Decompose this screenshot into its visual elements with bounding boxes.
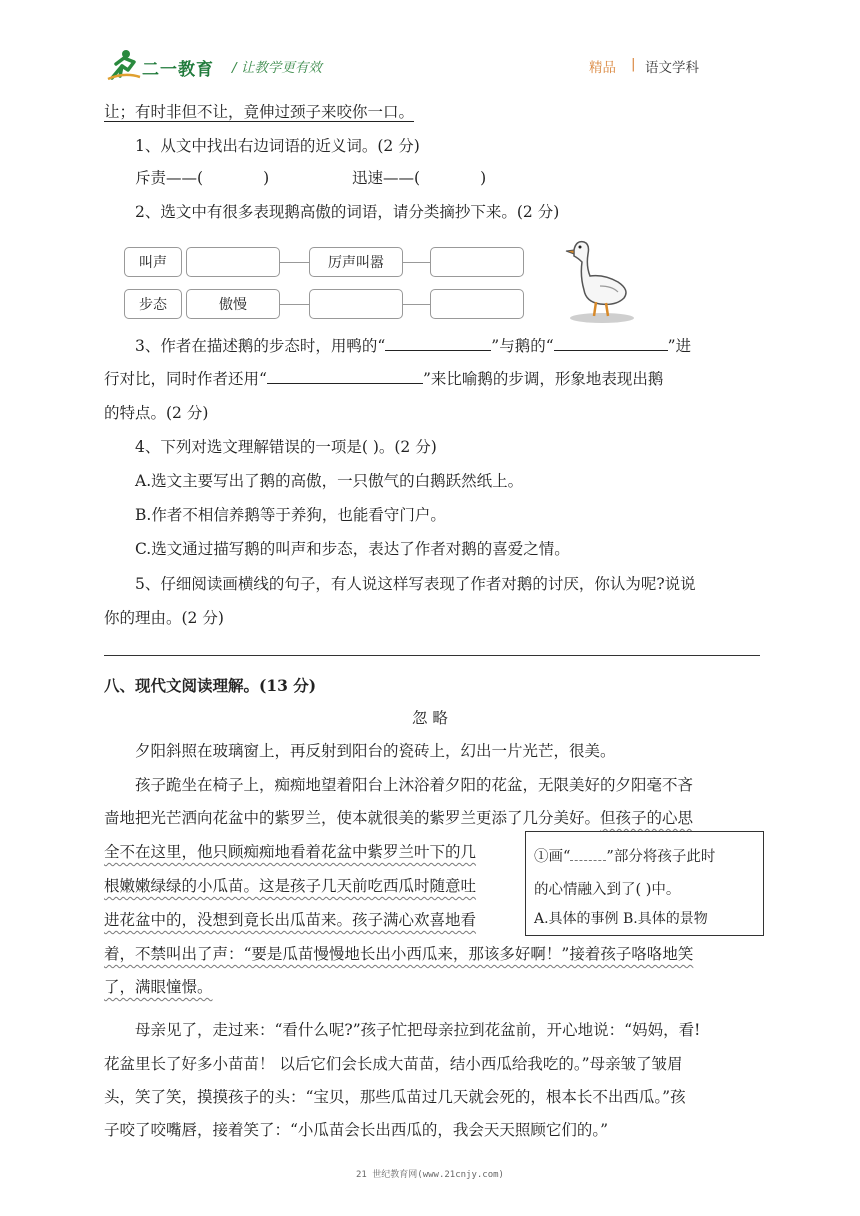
paragraph-3-line-2: 花盆里长了好多小苗苗！ 以后它们会长成大苗苗，结小西瓜给我吃的。”母亲皱了皱眉 [104, 1055, 683, 1073]
question-4: 4、下列对选文理解错误的一项是( )。(2 分) [135, 438, 437, 456]
paragraph-3-line-4: 子咬了咬嘴唇，接着笑了：“小瓜苗会长出西瓜的，我会天天照顾它们的。” [104, 1121, 609, 1139]
q3-blank-1[interactable] [385, 336, 491, 351]
paragraph-2-line-2: 啬地把光芒洒向花盆中的紫罗兰，使本就很美的紫罗兰更添了几分美好。但孩子的心思 [104, 809, 694, 827]
row1-blank-box-2[interactable] [430, 247, 524, 277]
paragraph-3-line-1: 母亲见了，走过来：“看什么呢?”孩子忙把母亲拉到花盆前，开心地说：“妈妈，看! [135, 1021, 701, 1039]
paragraph-3-line-3: 头，笑了笑，摸摸孩子的头：“宝贝，那些瓜苗过几天就会死的，根本长不出西瓜。”孩 [104, 1088, 686, 1106]
header-divider: | [631, 56, 636, 72]
connector-line [279, 262, 309, 263]
paragraph-2-line-5: 进花盆中的，没想到竟长出瓜苗来。孩子满心欢喜地看 [104, 911, 477, 929]
paragraph-2-line-7: 了，满眼憧憬。 [104, 978, 213, 996]
brand-slogan: / 让教学更有效 [232, 60, 322, 76]
goose-illustration-icon [560, 236, 642, 326]
section-divider [104, 655, 760, 656]
carry-over-line [104, 100, 414, 122]
paragraph-2-line-3: 全不在这里，他只顾痴痴地看着花盆中紫罗兰叶下的几 [104, 843, 477, 861]
question-5-line-1: 5、仔细阅读画横线的句子，有人说这样写表现了作者对鹅的讨厌，你认为呢?说说 [135, 575, 696, 593]
page-footer: 21 世纪教育网(www.21cnjy.com) [356, 1170, 504, 1180]
question-3-line-3: 的特点。(2 分) [104, 404, 209, 422]
connector-line [402, 304, 430, 305]
q4-option-b: B.作者不相信养鹅等于养狗，也能看守门户。 [135, 506, 446, 524]
brand-logo-text: 二一教育 [142, 60, 214, 80]
underlined-sentence: 让；有时非但不让，竟伸过颈子来咬你一口。 [104, 103, 415, 121]
q3-blank-3[interactable] [267, 369, 423, 384]
row1-blank-box[interactable] [186, 247, 280, 277]
paragraph-2-line-4: 根嫩嫩绿绿的小瓜苗。这是孩子几天前吃西瓜时随意吐 [104, 877, 477, 895]
q3-blank-2[interactable] [554, 336, 668, 351]
row1-label-box: 叫声 [124, 247, 182, 277]
q1-item-2: 迅速——( ) [352, 169, 487, 187]
connector-line [279, 304, 309, 305]
paragraph-2-line-6: 着，不禁叫出了声：“要是瓜苗慢慢地长出小西瓜来，那该多好啊！”接着孩子咯咯地笑 [104, 945, 694, 963]
side-note-options: A.具体的事例 B.具体的景物 [534, 911, 708, 927]
wavy-sample-mark [570, 846, 606, 861]
paragraph-2-line-1: 孩子跪坐在椅子上，痴痴地望着阳台上沐浴着夕阳的花盆，无限美好的夕阳毫不吝 [135, 776, 694, 794]
side-note-line-2: 的心情融入到了( )中。 [534, 882, 681, 898]
row2-example-box: 傲慢 [186, 289, 280, 319]
row1-example-box: 厉声叫嚣 [309, 247, 403, 277]
subject-label: 语文学科 [645, 60, 699, 76]
row2-blank-box-2[interactable] [430, 289, 524, 319]
side-question-box [525, 831, 764, 936]
row2-label-box: 步态 [124, 289, 182, 319]
connector-line [402, 262, 430, 263]
question-3-line-2: 行对比，同时作者还用“ ”来比喻鹅的步调，形象地表现出鹅 [104, 370, 664, 388]
question-3-line-1: 3、作者在描述鹅的步态时，用鸭的“ ”与鹅的“ ”进 [135, 337, 692, 355]
question-5-line-2: 你的理由。(2 分) [104, 609, 224, 627]
q4-option-c: C.选文通过描写鹅的叫声和步态，表达了作者对鹅的喜爱之情。 [135, 540, 570, 558]
question-1: 1、从文中找出右边词语的近义词。(2 分) [135, 137, 420, 155]
q4-option-a: A.选文主要写出了鹅的高傲，一只傲气的白鹅跃然纸上。 [135, 472, 524, 490]
question-2: 2、选文中有很多表现鹅高傲的词语，请分类摘抄下来。(2 分) [135, 203, 560, 221]
row2-blank-box[interactable] [309, 289, 403, 319]
paragraph-1: 夕阳斜照在玻璃窗上，再反射到阳台的瓷砖上，幻出一片光芒，很美。 [135, 742, 616, 760]
side-note-line-1: ①画“ ”部分将孩子此时 [534, 845, 715, 866]
section-8-heading: 八、现代文阅读理解。(13 分) [104, 676, 317, 695]
q1-item-1: 斥责——( ) [135, 169, 270, 187]
quality-badge: 精品 [589, 60, 616, 76]
passage-title: 忽 略 [412, 709, 448, 727]
